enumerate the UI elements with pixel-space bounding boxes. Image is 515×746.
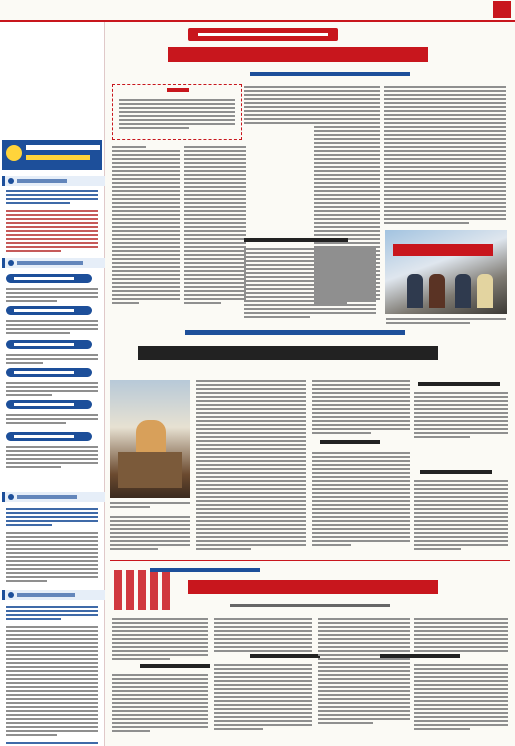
question-icon	[8, 260, 14, 266]
news-photo	[110, 380, 190, 498]
story-section-heading	[380, 654, 460, 658]
photo-banner	[393, 244, 493, 256]
question-heading	[2, 176, 105, 186]
story-section-heading	[140, 664, 210, 668]
article-text	[414, 618, 508, 654]
article-text	[112, 674, 208, 734]
news-photo	[385, 230, 507, 314]
question-icon	[8, 178, 14, 184]
story-subheadline	[250, 72, 410, 76]
answer-text	[6, 446, 98, 470]
qa-banner-subtitle	[26, 155, 90, 160]
article-text	[414, 392, 508, 440]
editor-note-title	[167, 88, 189, 92]
story-section-heading	[418, 382, 500, 386]
article-text	[384, 86, 506, 226]
story-subheadline	[230, 604, 390, 607]
question-heading	[2, 590, 105, 600]
question-text	[6, 508, 98, 528]
answer-step	[6, 368, 92, 377]
answer-step	[6, 274, 92, 283]
article-text	[214, 618, 312, 654]
megaphone-icon	[6, 145, 22, 161]
page-masthead	[0, 0, 515, 22]
answer-step	[6, 340, 92, 349]
answer-text	[6, 320, 98, 336]
answer-text	[6, 354, 98, 366]
answer-text	[6, 382, 98, 398]
article-text	[112, 618, 208, 662]
article-text	[184, 146, 246, 306]
photo-caption	[110, 502, 190, 510]
article-text	[414, 480, 508, 552]
answer-step	[6, 400, 92, 409]
qa-banner	[2, 140, 102, 170]
story-kicker	[150, 568, 260, 572]
article-text	[318, 618, 410, 726]
story-section-heading	[420, 470, 492, 474]
article-text	[244, 248, 376, 320]
article-text	[414, 664, 508, 732]
question-icon	[8, 494, 14, 500]
answer-text	[6, 210, 98, 254]
qa-banner-title	[26, 145, 100, 150]
story-vertical-title	[112, 568, 174, 614]
article-text	[196, 380, 306, 552]
answer-text	[6, 414, 98, 426]
photo-caption	[386, 318, 506, 326]
article-text	[312, 380, 410, 436]
section-divider	[110, 560, 510, 561]
column-footer	[6, 742, 98, 746]
question-heading	[2, 492, 105, 502]
answer-step	[6, 306, 92, 315]
column-masthead	[2, 24, 102, 136]
answer-text	[6, 626, 98, 738]
answer-step	[6, 432, 92, 441]
editor-note-text	[119, 99, 235, 131]
story-headline	[130, 44, 470, 66]
article-text	[112, 146, 180, 306]
story-kicker	[188, 28, 338, 41]
question-text	[6, 606, 98, 622]
page-number	[493, 1, 511, 18]
article-text	[312, 452, 410, 548]
story-kicker	[185, 330, 405, 335]
answer-text	[6, 288, 98, 304]
question-heading	[2, 258, 105, 268]
story-headline	[180, 578, 510, 598]
article-text	[214, 664, 312, 732]
question-icon	[8, 592, 14, 598]
story-section-heading	[244, 238, 348, 242]
column-sidebar	[0, 22, 105, 746]
story-section-heading	[320, 440, 380, 444]
answer-text	[6, 532, 98, 584]
question-text	[6, 190, 98, 206]
article-text	[110, 516, 190, 552]
editor-note-box	[112, 84, 242, 140]
story-headline	[128, 344, 508, 364]
story-section-heading	[250, 654, 320, 658]
